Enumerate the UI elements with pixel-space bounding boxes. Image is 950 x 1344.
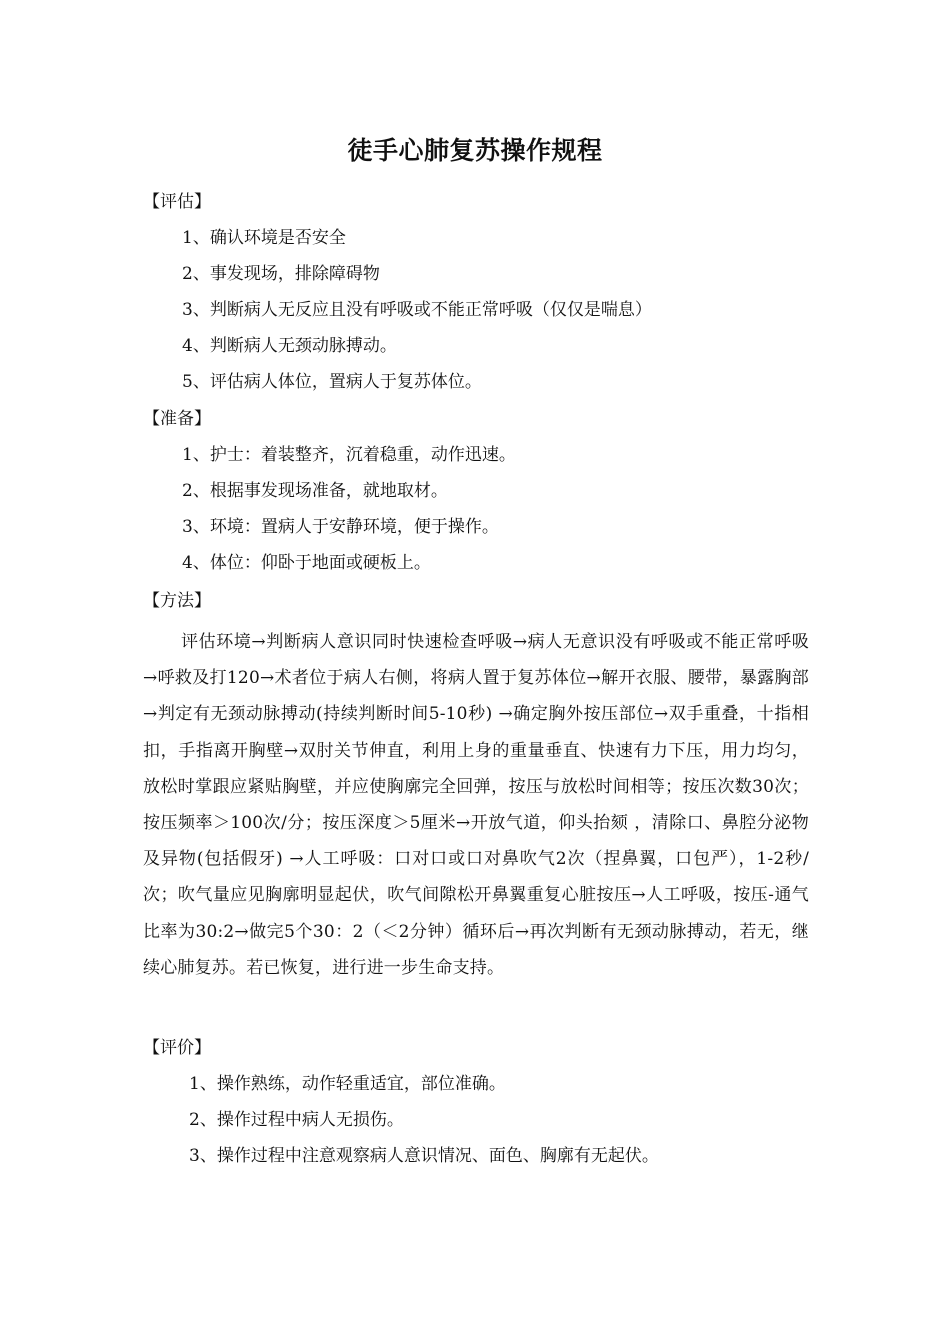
evaluation-item-2: 2、操作过程中病人无损伤。 xyxy=(189,1110,404,1130)
assessment-item-4: 4、判断病人无颈动脉搏动。 xyxy=(182,336,397,356)
preparation-item-2: 2、根据事发现场准备，就地取材。 xyxy=(182,481,448,501)
section-heading-preparation: 【准备】 xyxy=(143,409,211,429)
preparation-item-4: 4、体位：仰卧于地面或硬板上。 xyxy=(182,553,431,573)
section-heading-method: 【方法】 xyxy=(143,591,211,611)
preparation-item-1: 1、护士：着装整齐，沉着稳重，动作迅速。 xyxy=(182,445,516,465)
assessment-item-3: 3、判断病人无反应且没有呼吸或不能正常呼吸（仅仅是喘息） xyxy=(182,300,652,320)
document-title: 徒手心肺复苏操作规程 xyxy=(347,136,603,165)
evaluation-item-3: 3、操作过程中注意观察病人意识情况、面色、胸廓有无起伏。 xyxy=(189,1146,659,1166)
section-heading-assessment: 【评估】 xyxy=(143,192,211,212)
evaluation-item-1: 1、操作熟练，动作轻重适宜，部位准确。 xyxy=(189,1074,506,1094)
assessment-item-1: 1、确认环境是否安全 xyxy=(182,228,346,248)
preparation-item-3: 3、环境：置病人于安静环境，便于操作。 xyxy=(182,517,499,537)
assessment-item-2: 2、事发现场，排除障碍物 xyxy=(182,264,380,284)
method-paragraph: 评估环境→判断病人意识同时快速检查呼吸→病人无意识没有呼吸或不能正常呼吸→呼救及打120→术者位于病人右侧，将病人置于复苏体位→解开衣服、腰带，暴露胸部→判定有无颈动脉搏动(持续判断时间5-10秒) →确定胸外按压部位→双手重叠，十指相扣，手指离开胸壁→双肘关节伸直，利用上身的重量垂直、快速有力下压，用力均匀，放松时掌跟应紧贴胸壁，并应使胸廓完全回弹，按压与放松时间相等；按压次数30次；按压频率＞100次/分；按压深度＞5厘米→开放气道，仰头抬颏 ，清除口、鼻腔分泌物及异物(包括假牙) →人工呼吸：口对口或口对鼻吹气2次（捏鼻翼，口包严），1-2秒/次；吹气量应见胸廓明显起伏，吹气间隙松开鼻翼重复心脏按压→人工呼吸，按压-通气比率为30:2→做完5个30：2（＜2分钟）循环后→再次判断有无颈动脉搏动，若无，继续心肺复苏。若已恢复，进行进一步生命支持。 xyxy=(143,632,809,978)
assessment-item-5: 5、评估病人体位，置病人于复苏体位。 xyxy=(182,372,482,392)
section-heading-evaluation: 【评价】 xyxy=(143,1038,211,1058)
